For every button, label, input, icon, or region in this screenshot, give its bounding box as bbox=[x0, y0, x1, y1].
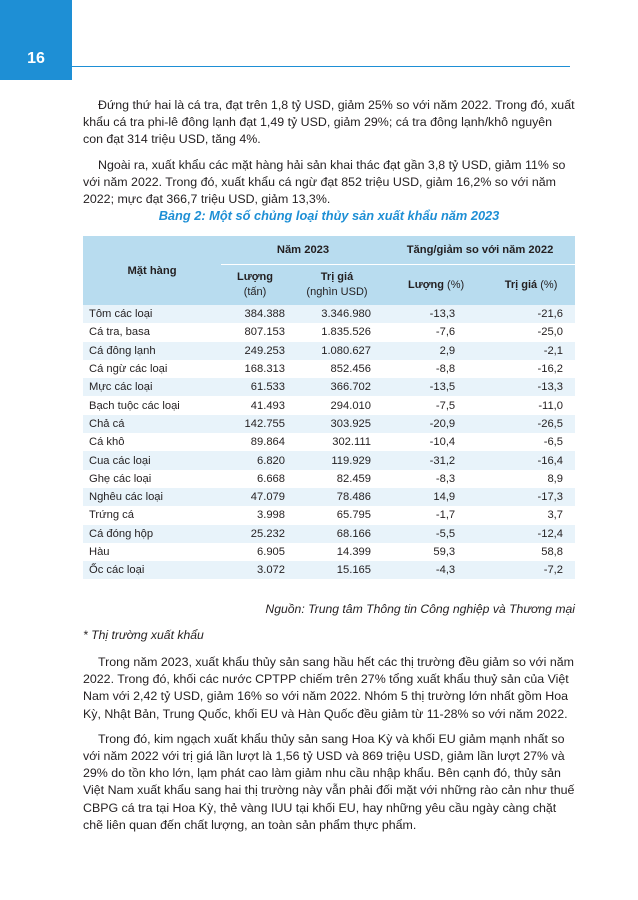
section-subheading: * Thị trường xuất khẩu bbox=[83, 628, 204, 642]
cell-value-change: -25,0 bbox=[487, 323, 575, 341]
header-group-2023: Năm 2023 bbox=[221, 236, 385, 265]
page-number-tab bbox=[0, 0, 72, 80]
table-row bbox=[83, 525, 575, 543]
cell-volume-change: -7,5 bbox=[385, 396, 487, 414]
cell-value-change: -6,5 bbox=[487, 433, 575, 451]
cell-volume: 807.153 bbox=[221, 323, 289, 341]
cell-volume: 61.533 bbox=[221, 378, 289, 396]
paragraph: Trong đó, kim ngạch xuất khẩu thủy sản sang Hoa Kỳ và khối EU giảm mạnh nhất so với năm 2022 với trị giá lần lượt là 1,56 tỷ USD và 869 triệu USD, giảm lần lượt 27% và 29% do tồn kho lớn, lạm phát cao làm giảm nhu cầu nhập khẩu. Bên cạnh đó, thủy sản Việt Nam xuất khẩu sang hai thị trường này vẫn phải đối mặt với những rào cản như thuế CBPG cá tra tại Hoa Kỳ, thẻ vàng IUU tại khối EU, hay những yêu cầu ngày càng chặt chẽ liên quan đến chất lượng, an toàn sản phẩm thực phẩm. bbox=[83, 731, 575, 832]
cell-item: Cá đông lạnh bbox=[83, 342, 221, 360]
intro-text bbox=[83, 97, 575, 208]
cell-value: 303.925 bbox=[289, 415, 385, 433]
cell-value-change: -26,5 bbox=[487, 415, 575, 433]
paragraph: Đứng thứ hai là cá tra, đạt trên 1,8 tỷ USD, giảm 25% so với năm 2022. Trong đó, xuất khẩu cá tra phi-lê đông lạnh đạt 1,49 tỷ USD, giảm 29%; cá tra đông lạnh/khô nguyên con đạt 314 triệu USD, tăng 4%. bbox=[83, 98, 575, 147]
cell-value-change: -13,3 bbox=[487, 378, 575, 396]
table-source: Nguồn: Trung tâm Thông tin Công nghiệp và Thương mại bbox=[265, 602, 575, 616]
cell-value-change: 8,9 bbox=[487, 470, 575, 488]
market-text bbox=[83, 654, 575, 834]
cell-item: Cá đóng hộp bbox=[83, 525, 221, 543]
cell-volume-change: -31,2 bbox=[385, 451, 487, 469]
table-body bbox=[83, 305, 575, 579]
cell-value: 302.111 bbox=[289, 433, 385, 451]
cell-value-change: -12,4 bbox=[487, 525, 575, 543]
table-row bbox=[83, 561, 575, 579]
cell-volume-change: -20,9 bbox=[385, 415, 487, 433]
cell-item: Bạch tuộc các loại bbox=[83, 396, 221, 414]
cell-volume-change: 2,9 bbox=[385, 342, 487, 360]
cell-volume: 25.232 bbox=[221, 525, 289, 543]
table-row bbox=[83, 378, 575, 396]
export-table bbox=[83, 236, 575, 579]
header-volume-label: Lượng bbox=[237, 271, 273, 283]
header-volume-change-unit: (%) bbox=[447, 278, 465, 291]
cell-item: Cá ngừ các loại bbox=[83, 360, 221, 378]
cell-volume: 47.079 bbox=[221, 488, 289, 506]
cell-value-change: -17,3 bbox=[487, 488, 575, 506]
cell-value: 82.459 bbox=[289, 470, 385, 488]
header-value-change bbox=[487, 265, 575, 306]
cell-item: Chả cá bbox=[83, 415, 221, 433]
table-row bbox=[83, 451, 575, 469]
table-row bbox=[83, 323, 575, 341]
header-value-change-label: Trị giá bbox=[504, 278, 538, 291]
cell-volume-change: -5,5 bbox=[385, 525, 487, 543]
cell-value: 1.080.627 bbox=[289, 342, 385, 360]
cell-volume: 142.755 bbox=[221, 415, 289, 433]
header-value bbox=[289, 265, 385, 306]
cell-value: 366.702 bbox=[289, 378, 385, 396]
table-row bbox=[83, 396, 575, 414]
header-value-unit: (nghìn USD) bbox=[306, 286, 368, 298]
header-volume bbox=[221, 265, 289, 306]
cell-volume-change: -1,7 bbox=[385, 506, 487, 524]
cell-value: 15.165 bbox=[289, 561, 385, 579]
table-caption: Bảng 2: Một số chủng loại thủy sản xuất khẩu năm 2023 bbox=[158, 208, 500, 223]
table-row bbox=[83, 305, 575, 323]
cell-item: Cua các loại bbox=[83, 451, 221, 469]
cell-volume-change: -7,6 bbox=[385, 323, 487, 341]
cell-value: 3.346.980 bbox=[289, 305, 385, 323]
cell-volume-change: -8,3 bbox=[385, 470, 487, 488]
cell-volume-change: -4,3 bbox=[385, 561, 487, 579]
cell-volume: 89.864 bbox=[221, 433, 289, 451]
cell-volume: 41.493 bbox=[221, 396, 289, 414]
cell-value: 65.795 bbox=[289, 506, 385, 524]
cell-volume: 6.820 bbox=[221, 451, 289, 469]
cell-volume-change: -8,8 bbox=[385, 360, 487, 378]
cell-volume-change: 14,9 bbox=[385, 488, 487, 506]
cell-volume: 6.668 bbox=[221, 470, 289, 488]
header-rule bbox=[72, 66, 570, 67]
cell-value-change: -21,6 bbox=[487, 305, 575, 323]
page-number: 16 bbox=[27, 50, 45, 67]
header-volume-change-label: Lượng bbox=[408, 278, 444, 291]
cell-value: 294.010 bbox=[289, 396, 385, 414]
table-row bbox=[83, 433, 575, 451]
cell-volume: 384.388 bbox=[221, 305, 289, 323]
cell-value-change: -16,4 bbox=[487, 451, 575, 469]
cell-volume: 249.253 bbox=[221, 342, 289, 360]
cell-volume: 168.313 bbox=[221, 360, 289, 378]
cell-value-change: 3,7 bbox=[487, 506, 575, 524]
cell-volume-change: 59,3 bbox=[385, 543, 487, 561]
cell-value: 119.929 bbox=[289, 451, 385, 469]
cell-value-change: 58,8 bbox=[487, 543, 575, 561]
cell-value: 1.835.526 bbox=[289, 323, 385, 341]
cell-value: 78.486 bbox=[289, 488, 385, 506]
cell-value-change: -16,2 bbox=[487, 360, 575, 378]
header-value-label: Trị giá bbox=[320, 271, 354, 283]
cell-volume-change: -13,5 bbox=[385, 378, 487, 396]
table-row bbox=[83, 543, 575, 561]
cell-value-change: -11,0 bbox=[487, 396, 575, 414]
table-row bbox=[83, 342, 575, 360]
cell-volume: 6.905 bbox=[221, 543, 289, 561]
cell-value: 68.166 bbox=[289, 525, 385, 543]
cell-value: 852.456 bbox=[289, 360, 385, 378]
cell-item: Cá khô bbox=[83, 433, 221, 451]
cell-value-change: -2,1 bbox=[487, 342, 575, 360]
cell-volume-change: -13,3 bbox=[385, 305, 487, 323]
cell-item: Nghêu các loại bbox=[83, 488, 221, 506]
cell-volume-change: -10,4 bbox=[385, 433, 487, 451]
table-row bbox=[83, 415, 575, 433]
table-row bbox=[83, 506, 575, 524]
cell-item: Ghẹ các loại bbox=[83, 470, 221, 488]
cell-item: Hàu bbox=[83, 543, 221, 561]
header-group-change: Tăng/giảm so với năm 2022 bbox=[385, 236, 575, 265]
cell-value: 14.399 bbox=[289, 543, 385, 561]
cell-item: Mực các loại bbox=[83, 378, 221, 396]
header-item: Mặt hàng bbox=[83, 236, 221, 305]
cell-item: Trứng cá bbox=[83, 506, 221, 524]
paragraph: Trong năm 2023, xuất khẩu thủy sản sang hầu hết các thị trường đều giảm so với năm 2022. Trong đó, khối các nước CPTPP chiếm trên 27% tổng xuất khẩu thuỷ sản của Việt Nam với 2,42 tỷ USD, giảm 16% so với năm 2022. Nhóm 5 thị trường lớn nhất gồm Hoa Kỳ, Nhật Bản, Trung Quốc, khối EU và Hàn Quốc đều giảm từ 11-28% so với năm 2022. bbox=[83, 655, 574, 721]
paragraph: Ngoài ra, xuất khẩu các mặt hàng hải sản khai thác đạt gần 3,8 tỷ USD, giảm 11% so với năm 2022. Trong đó, xuất khẩu cá ngừ đạt 852 triệu USD, giảm 16,2% so với năm 2022; mực đạt 366,7 triệu USD, giảm 13,3%. bbox=[83, 157, 566, 207]
cell-item: Cá tra, basa bbox=[83, 323, 221, 341]
header-value-change-unit: (%) bbox=[540, 278, 558, 291]
table-row bbox=[83, 360, 575, 378]
cell-volume: 3.998 bbox=[221, 506, 289, 524]
cell-value-change: -7,2 bbox=[487, 561, 575, 579]
table-row bbox=[83, 488, 575, 506]
cell-item: Tôm các loại bbox=[83, 305, 221, 323]
cell-volume: 3.072 bbox=[221, 561, 289, 579]
header-volume-unit: (tấn) bbox=[243, 286, 267, 298]
header-volume-change bbox=[385, 265, 487, 306]
table-row bbox=[83, 470, 575, 488]
cell-item: Ốc các loại bbox=[83, 561, 221, 579]
